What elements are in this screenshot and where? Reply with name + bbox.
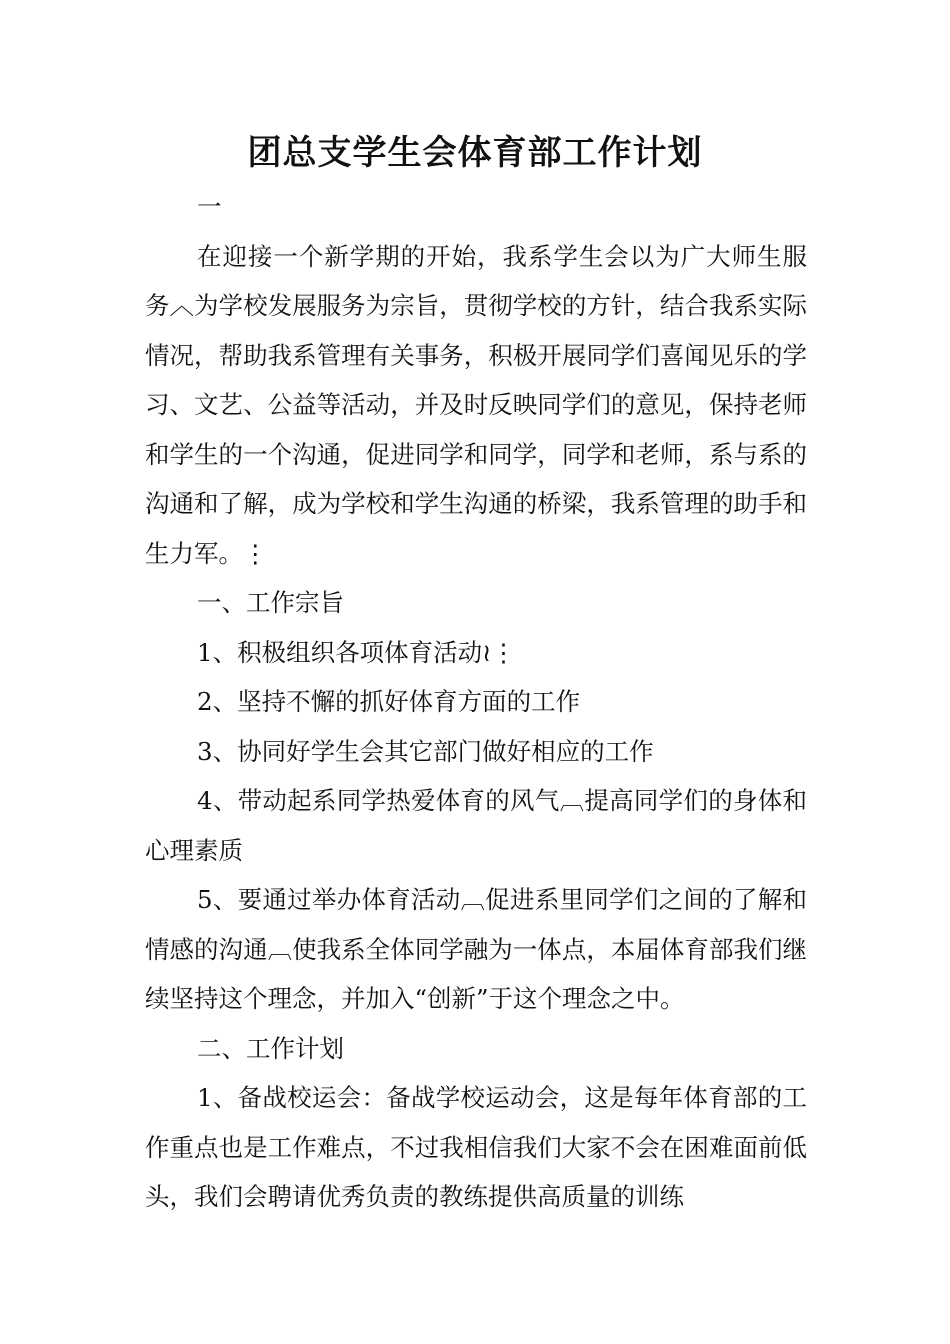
paragraph-intro: 在迎接一个新学期的开始，我系学生会以为广大师生服务︿为学校发展服务为宗旨，贯彻学校的方针，结合我系实际情况，帮助我系管理有关事务，积极开展同学们喜闻见乐的学习、文艺、公益等活动，并及时反映同学们的意见，保持老师和学生的一个沟通，促进同学和同学，同学和老师，系与系的沟通和了解，成为学校和学生沟通的桥梁，我系管理的助手和生力军。⋮: [145, 241, 807, 568]
paragraph-heading-marker: 一: [197, 192, 222, 221]
purpose-item-2: 2、坚持不懈的抓好体育方面的工作: [197, 687, 581, 716]
document-title: 团总支学生会体育部工作计划: [247, 133, 703, 173]
purpose-item-1: 1、积极组织各项体育活动≀⋮: [197, 637, 516, 667]
section-heading-purpose: 一、工作宗旨: [197, 588, 344, 617]
purpose-item-4: 4、带动起系同学热爱体育的风气︹提高同学们的身体和心理素质: [145, 786, 807, 865]
section-heading-plan: 二、工作计划: [197, 1033, 344, 1063]
document-body: [145, 182, 807, 1222]
plan-item-1: 1、备战校运会：备战学校运动会，这是每年体育部的工作重点也是工作难点，不过我相信我们大家不会在困难面前低头，我们会聘请优秀负责的教练提供高质量的训练: [145, 1083, 807, 1211]
purpose-item-5: 5、要通过举办体育活动︹促进系里同学们之间的了解和情感的沟通︹使我系全体同学融为一体点，本届体育部我们继续坚持这个理念，并加入“创新”于这个理念之中。: [145, 885, 807, 1013]
purpose-item-3: 3、协同好学生会其它部门做好相应的工作: [197, 736, 654, 766]
